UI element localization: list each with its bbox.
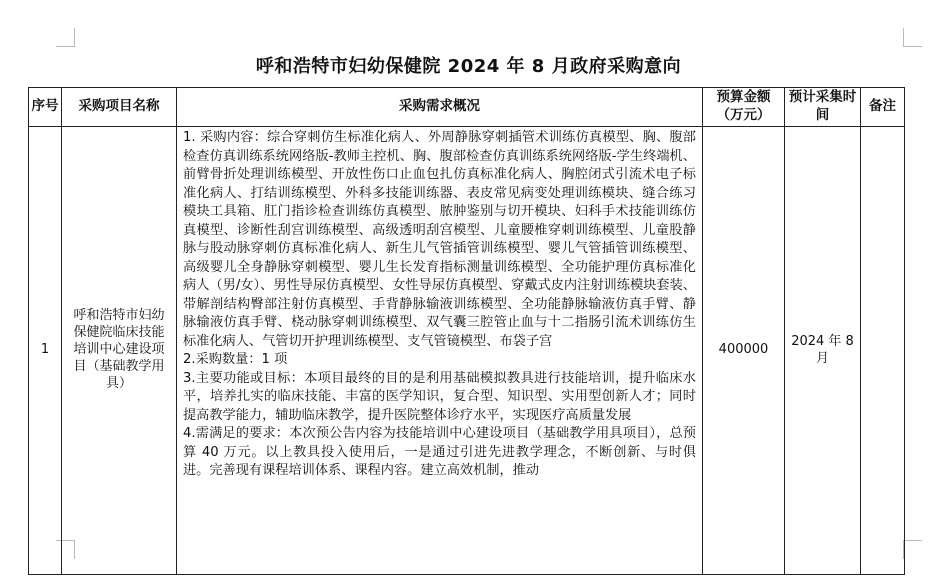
procurement-table — [28, 87, 905, 575]
header-time: 预计采集时间 — [785, 88, 861, 127]
cell-budget: 400000 — [703, 127, 785, 575]
header-remark: 备注 — [861, 88, 905, 127]
crop-mark-bottom-right — [903, 540, 922, 559]
header-project-name: 采购项目名称 — [62, 88, 177, 127]
description-paragraph-function: 3.主要功能或目标：本项目最终的目的是利用基础模拟教具进行技能培训，提升临床水平，培养扎实的临床技能、丰富的医学知识，复合型、知识型、实用型创新人才；同时提高教学能力，辅助临床教学，提升医院整体诊疗水平，实现医疗高质量发展 — [183, 370, 696, 423]
crop-mark-top-left — [56, 28, 75, 47]
header-index: 序号 — [29, 88, 62, 127]
document-title: 呼和浩特市妇幼保健院 2024 年 8 月政府采购意向 — [255, 56, 682, 77]
description-paragraph-requirements: 4.需满足的要求：本次预公告内容为技能培训中心建设项目（基础教学用具项目），总预算 40 万元。以上教具投入使用后，一是通过引进先进教学理念，不断创新、与时俱进。完善现有课程培训体系、课程内容。建立高效机制，推动 — [183, 426, 696, 478]
header-description: 采购需求概况 — [177, 88, 703, 127]
cell-time: 2024 年 8 月 — [785, 127, 861, 575]
table-row — [29, 127, 905, 575]
description-paragraph-quantity: 2.采购数量：1 项 — [183, 352, 288, 367]
cell-index: 1 — [29, 127, 62, 575]
crop-mark-top-right — [903, 28, 922, 47]
description-content — [177, 127, 702, 572]
description-paragraph-content: 1. 采购内容：综合穿刺仿生标准化病人、外周静脉穿刺插管术训练仿真模型、胸、腹部检查仿真训练系统网络版-教师主控机、胸、腹部检查仿真训练系统网络版-学生终端机、前臂骨折处理训练模型、开放性伤口止血包扎仿真标准化病人、胸腔闭式引流术电子标准化病人、打结训练模型、外科多技能训练器、表皮常见病变处理训练模块、缝合练习模块工具箱、肛门指诊检查训练仿真模型、脓肿鉴别与切开模块、妇科手术技能训练仿真模型、诊断性刮宫训练模型、高级透明刮宫模型、儿童腰椎穿刺训练模型、儿童股静脉与股动脉穿刺仿真标准化病人、新生儿气管插管训练模型、婴儿气管插管训练模型、高级婴儿全身静脉穿刺模型、婴儿生长发育指标测量训练模型、全功能护理仿真标准化病人（男/女）、男性导尿仿真模型、女性导尿仿真模型、穿戴式皮内注射训练模块套装、带解剖结构臀部注射仿真模型、手背静脉输液训练模型、全功能静脉输液仿真手臂、静脉输液仿真手臂、桡动脉穿刺训练模型、双气囊三腔管止血与十二指肠引流术训练仿生标准化病人、气管切开护理训练模型、支气管镜模型、布袋子宫 — [183, 130, 696, 349]
cell-project-name: 呼和浩特市妇幼保健院临床技能培训中心建设项目（基础教学用具） — [62, 127, 177, 575]
cell-remark — [861, 127, 905, 575]
cell-description — [177, 127, 703, 575]
table-header-row — [29, 88, 905, 127]
header-budget: 预算金额（万元） — [703, 88, 785, 127]
